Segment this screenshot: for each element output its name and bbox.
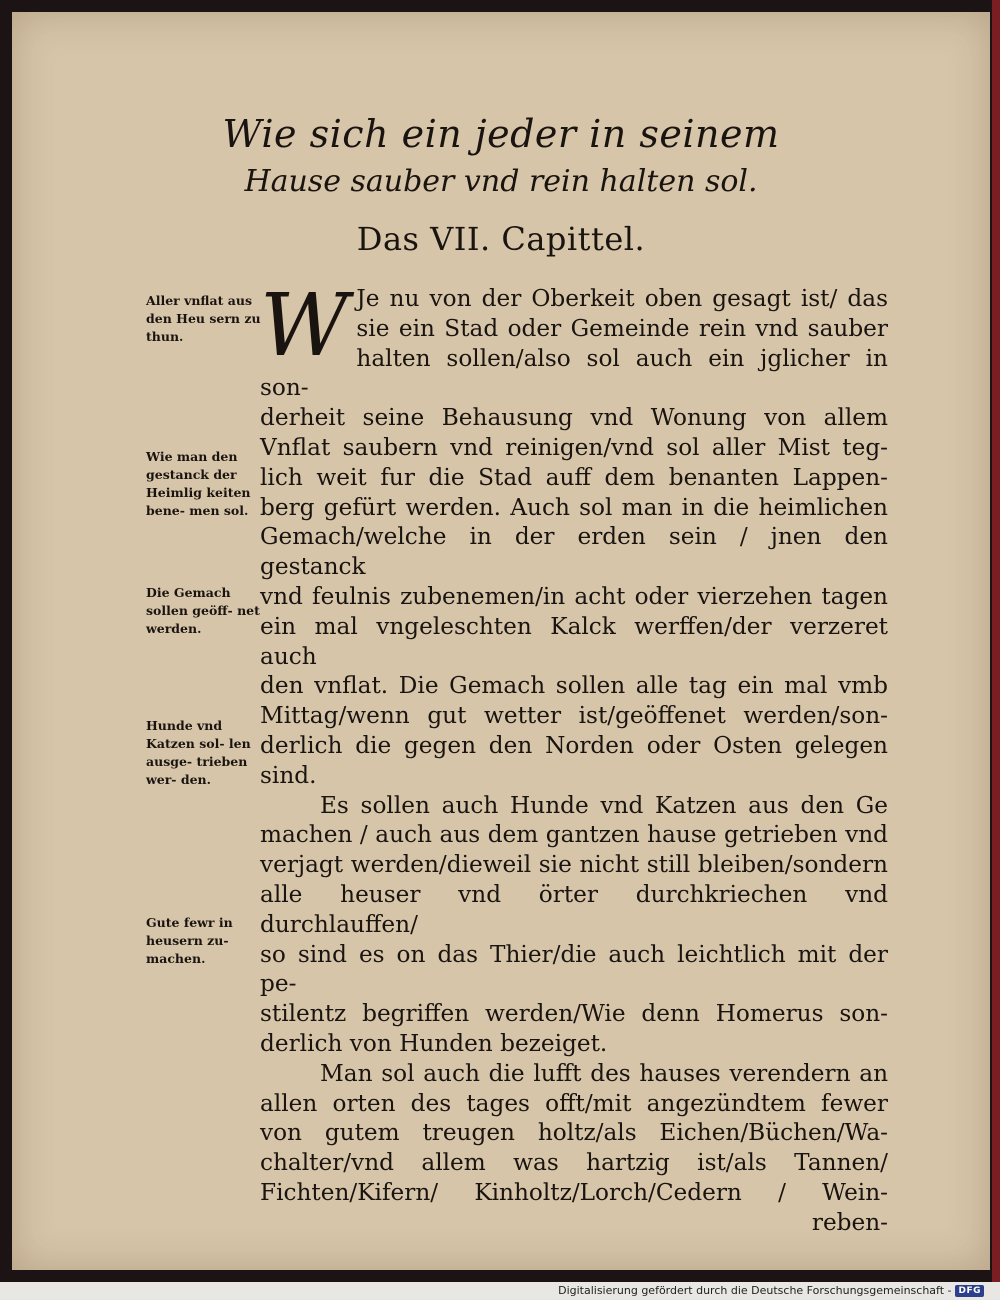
chapter-title-line2: Hause sauber vnd rein halten sol. bbox=[244, 164, 758, 199]
footer-text: Digitalisierung gefördert durch die Deutsche Forschungsgemeinschaft - bbox=[558, 1284, 952, 1297]
text-line: chalter/vnd allem was hartzig ist/als Tannen/ bbox=[260, 1149, 888, 1177]
text-line: allen orten des tages offt/mit angezündtem fewer bbox=[260, 1089, 888, 1117]
chapter-title-line1: Wie sich ein jeder in seinem bbox=[222, 112, 780, 156]
drop-cap: W bbox=[260, 276, 349, 376]
text-line: Gemach/welche in der erden sein / jnen den gestanck bbox=[260, 523, 888, 581]
body-text bbox=[260, 276, 888, 1238]
text-line: verjagt werden/dieweil sie nicht still bleiben/sondern bbox=[260, 851, 888, 879]
margin-note: Hunde vnd Katzen sol- len ausge- trieben wer- den. bbox=[146, 718, 251, 787]
text-line: derheit seine Behausung vnd Wonung von allem bbox=[260, 404, 888, 432]
text-line: den vnflat. Die Gemach sollen alle tag ein mal vmb bbox=[260, 672, 888, 700]
text-line: vnd feulnis zubenemen/in acht oder vierzehen tagen bbox=[260, 582, 888, 610]
text-line: Vnflat saubern vnd reinigen/vnd sol aller Mist teg- bbox=[260, 433, 888, 461]
paragraph-3 bbox=[260, 1059, 888, 1208]
text-line: derlich die gegen den Norden oder Osten gelegen bbox=[260, 731, 888, 759]
chapter-number: Das VII. Capittel. bbox=[356, 220, 646, 258]
text-line: Mittag/wenn gut wetter ist/geöffenet werden/son- bbox=[260, 702, 888, 730]
text-line: machen / auch aus dem gantzen hause getrieben vnd bbox=[260, 821, 888, 849]
text-line: Man sol auch die lufft des hauses verendern an bbox=[320, 1059, 888, 1087]
text-line: derlich von Hunden bezeiget. bbox=[260, 1029, 608, 1057]
margin-note: Gute fewr in heusern zu- machen. bbox=[146, 915, 233, 966]
text-line: halten sollen/also sol auch ein jglicher in son- bbox=[260, 344, 888, 402]
text-line: Fichten/Kifern/ Kinholtz/Lorch/Cedern / Wein- bbox=[260, 1178, 888, 1206]
text-line: so sind es on das Thier/die auch leichtlich mit der pe- bbox=[260, 940, 888, 998]
margin-note: Die Gemach sollen geöff- net werden. bbox=[146, 585, 260, 636]
text-line: lich weit fur die Stad auff dem benanten Lappen- bbox=[260, 463, 888, 491]
margin-note: Aller vnflat aus den Heu sern zu thun. bbox=[146, 293, 261, 344]
paragraph-2 bbox=[260, 791, 888, 1059]
catchword: reben- bbox=[811, 1208, 888, 1236]
text-line: sind. bbox=[260, 761, 317, 789]
book-edge bbox=[992, 0, 1000, 1282]
text-line: berg gefürt werden. Auch sol man in die heimlichen bbox=[260, 493, 888, 521]
text-line: alle heuser vnd örter durchkriechen vnd durchlauffen/ bbox=[260, 880, 888, 938]
paragraph-1 bbox=[260, 276, 888, 791]
margin-note: Wie man den gestanck der Heimlig keiten bene- men sol. bbox=[146, 449, 251, 518]
text-line: sie ein Stad oder Gemeinde rein vnd sauber bbox=[356, 314, 888, 342]
dfg-logo: DFG bbox=[955, 1285, 984, 1297]
text-line: Es sollen auch Hunde vnd Katzen aus den Ge bbox=[320, 791, 888, 819]
footer bbox=[558, 1284, 984, 1297]
text-line: von gutem treugen holtz/als Eichen/Büchen/Wa- bbox=[260, 1119, 888, 1147]
text-line: Je nu von der Oberkeit oben gesagt ist/ das bbox=[356, 285, 888, 312]
document-page bbox=[12, 12, 990, 1270]
text-line: stilentz begriffen werden/Wie denn Homerus son- bbox=[260, 1000, 888, 1028]
text-line: ein mal vngeleschten Kalck werffen/der verzeret auch bbox=[260, 612, 888, 670]
